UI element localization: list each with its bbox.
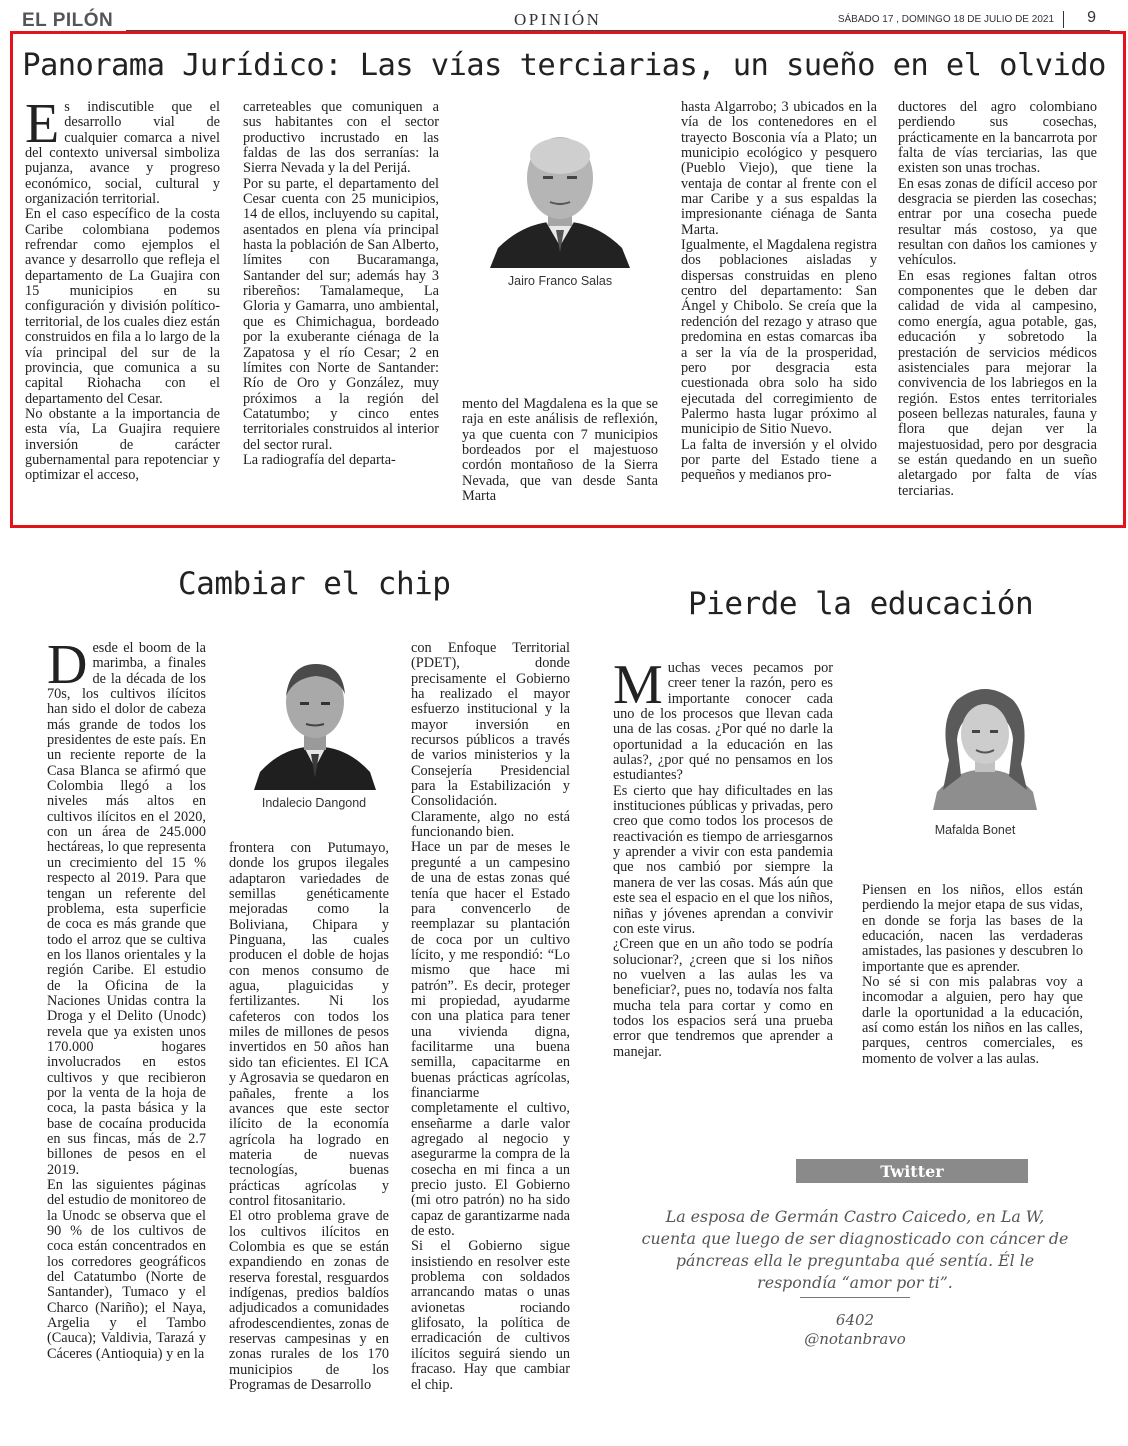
article2-paragraph: esde el boom de la marimba, a finales de la década de los 70s, los cultivos ilícitos han sido el dolor de cabeza más grande de todos los presidentes de este país. En un reciente reporte de la Casa Blanca se afirmó que Colombia llegó a los niveles más altos en cultivos ilícitos en el 2020, con un área de 245.000 hectáreas, lo que representa un crecimiento del 15 % respecto al 2019. Para que tengan un referente del problema, esta superficie de coca es más grande que todo el arroz que se cultiva en los llanos orientales y la región Caribe. El estudio de la Oficina de la Naciones Unidas contra la Droga y el Delito (Unodc) revela que ya existen unos 170.000 hogares involucrados en estos cultivos y que recibieron por la venta de la hoja de coca, la pasta básica y la base de cocaína producida en sus fincas, más de 2.7 billones de pesos en el 2019. — [47, 641, 206, 1178]
article3-column-2 — [862, 883, 1083, 1083]
article1-column-3 — [462, 397, 658, 510]
twitter-divider — [800, 1297, 910, 1298]
portrait-mafalda-bonet — [925, 680, 1045, 810]
article1-author: Jairo Franco Salas — [507, 274, 613, 288]
article2-paragraph: En las siguientes páginas del estudio de monitoreo de la Unodc se observa que el 90 % de los cultivos de coca están concentrados en los corredores geográficos del Catatumbo (Norte de Santander), Tumaco y el Charco (Nariño); el Naya, Argelia y el Tambo (Cauca); Valdivia, Tarazá y Cáceres (Antioquia) y en la — [47, 1177, 206, 1362]
article1-dropcap: E — [25, 100, 60, 155]
article1-column-1 — [25, 100, 220, 510]
twitter-quote: La esposa de Germán Castro Caicedo, en La W, cuenta que luego de ser diagnosticado con cáncer de páncreas ella le preguntaba qué sentía. Él le respondía “amor por ti”. — [641, 1207, 1069, 1292]
portrait-jairo-franco-salas — [480, 118, 640, 268]
portrait-indalecio-dangond — [250, 650, 380, 790]
article1-paragraph: hasta Algarrobo; 3 ubicados en la vía de los contenedores en el trayecto Bosconia vía a Plato; un municipio ecológico y pesquero (Pueblo Viejo), que tiene la ventaja de contar al frente con el mar Caribe y a sus espaldas la impresionante ciénaga de Santa Marta. — [681, 100, 877, 238]
article3-dropcap: M — [613, 661, 663, 716]
article2-author: Indalecio Dangond — [261, 796, 367, 810]
article1-column-2 — [243, 100, 439, 510]
page-number: 9 — [1087, 9, 1096, 26]
article3-paragraph: Piensen en los niños, ellos están perdiendo la mejor etapa de sus vidas, en donde se forja las bases de la educación, nacen las verdaderas amistades, las pasiones y descubren lo importante que es aprender. — [862, 883, 1083, 975]
article1-paragraph: Por su parte, el departamento del Cesar cuenta con 25 municipios, 14 de ellos, incluyendo su capital, asentados en plena vía principal hasta la población de San Alberto, límites con Bucaramanga, Santander del sur; además hay 3 ribereños: Tamalameque, La Gloria y Gamarra, uno ambiental, que es Chimichagua, bordeado por la exuberante ciénaga de la Zapatosa y el río Cesar; 2 en límites con Norte de Santander: Río de Oro y González, muy próximos a la región del Catatumbo; y cinco entes territoriales construidos al interior del sector rural. — [243, 175, 439, 453]
date-separator — [1063, 11, 1064, 28]
article2-paragraph: Hace un par de meses le pregunté a un campesino de una de estas zonas qué tenía que hacer el Estado para convencerlo de reemplazar su plantación de coca por un cultivo lícito, y me respondió: “Lo mismo que hace mi patrón”. Es decir, proteger mi propiedad, ayudarme con una platica para tener una vivienda digna, facilitarme una buena semilla, capacitarme en buenas prácticas agrícolas, financiarme completamente el cultivo, enseñarme a darle valor agregado al negocio y asegurarme la compra de la cosecha en mi finca a un precio justo. El Gobierno (mi otro patrón) no ha sido capaz de garantizarme nada de esto. — [411, 839, 570, 1240]
article1-title: Panorama Jurídico: Las vías terciarias, un sueño en el olvido — [22, 48, 1106, 83]
article2-column-3 — [411, 641, 570, 1421]
masthead — [22, 6, 1110, 34]
article3-paragraph: ¿Creen que en un año todo se podría solucionar?, ¿creen que si los niños no vuelven a las aulas les va beneficiar?, pues no, todavía nos falta mucha tela para cortar y como en todos los espacios será una prueba error que tendremos que aprender a manejar. — [613, 936, 833, 1060]
article1-column-5 — [898, 100, 1097, 510]
article1-paragraph: La radiografía del departa- — [243, 451, 396, 468]
article3-title: Pierde la educación — [688, 586, 1034, 622]
article1-paragraph: Igualmente, el Magdalena registra dos poblaciones aisladas y dispersas construidas en pleno centro del departamento: San Ángel y Chibolo. Se creía que la redención del rezago y atraso que predomina en estas comarcas iba a ser la vía de la prosperidad, pero por desgracia esta cuestionada obra solo ha sido ejecutada del corregimiento de Palermo hasta lugar próximo al municipio de Sitio Nuevo. — [681, 237, 877, 438]
article3-column-1 — [613, 661, 833, 1081]
article1-column-4 — [681, 100, 877, 510]
article2-paragraph: frontera con Putumayo, donde los grupos ilegales adaptaron variedades de semillas genéticamente mejoradas como la Boliviana, Chipara y Pinguana, las cuales producen el doble de hojas con menos consumo de agua, plaguicidas y fertilizantes. Ni los cafeteros con todos los miles de millones de pesos invertidos en 50 años han sido tan eficientes. El ICA y Agrosavia se quedaron en pañales, frente a los avances que este sector ilícito de la economía agrícola ha logrado en materia de nuevas tecnologías, buenas prácticas agrícolas y control fitosanitario. — [229, 841, 389, 1209]
article2-dropcap: D — [47, 641, 88, 696]
twitter-label: Twitter — [880, 1162, 944, 1181]
article1-paragraph: carreteables que comuniquen a sus habitantes con el sector productivo incrustado en las faldas de las dos serranías: la Sierra Nevada y la del Perijá. — [243, 100, 439, 177]
newspaper-logo: EL PILÓN — [22, 10, 114, 31]
twitter-count: 6402 — [835, 1311, 875, 1329]
article1-paragraph: s indiscutible que el desarrollo vial de cualquier comarca a nivel del contexto universal simboliza pujanza, avance y progreso económico, social, cultural y organización territorial. — [25, 100, 220, 208]
twitter-handle: @notanbravo — [804, 1330, 906, 1348]
issue-date: SÁBADO 17 , DOMINGO 18 DE JULIO DE 2021 — [837, 14, 1054, 25]
article1-paragraph: mento del Magdalena es la que se raja en este análisis de reflexión, ya que cuenta con 7 municipios bordeados por el majestuoso cordón montañoso de la Sierra Nevada, que van desde Santa Marta — [462, 397, 658, 505]
article2-column-1 — [47, 641, 206, 1421]
article1-paragraph: En el caso específico de la costa Caribe colombiana podemos refrendar como ejemplos el avance y desarrollo que refleja el departamento de La Guajira con 15 municipios en su configuración y división político-territorial, de los cuales diez están construidos en fila a lo largo de la vía principal del sur de la provincia, que comunica a su capital Riohacha con el departamento del Cesar. — [25, 206, 220, 407]
article2-paragraph: con Enfoque Territorial (PDET), donde precisamente el Gobierno ha realizado el mayor esfuerzo institucional y la mayor inversión en recursos públicos a través de varios ministerios y la Consejería Presidencial para la Estabilización y Consolidación. Claramente, algo no está funcionando bien. — [411, 641, 570, 841]
article1-paragraph: ductores del agro colombiano perdiendo sus cosechas, prácticamente en la bancarrota por falta de vías terciarias, las que existen son unas trochas. — [898, 100, 1097, 177]
section-name: OPINIÓN — [514, 10, 602, 29]
article3-author: Mafalda Bonet — [934, 823, 1016, 837]
article3-paragraph: No sé si con mis palabras voy a incomodar a alguien, pero hay que darle la oportunidad a la educación, así como están los niños en las calles, parques, centros comerciales, es momento de volver a las aulas. — [862, 974, 1083, 1067]
article3-paragraph: uchas veces pecamos por creer tener la razón, pero es importante conocer cada uno de los procesos que llevan cada una de las cosas. ¿Por qué no darle la oportunidad a la educación en las aulas?, ¿por qué no pensamos en los estudiantes? — [613, 661, 833, 784]
article2-title: Cambiar el chip — [178, 566, 451, 602]
article3-paragraph: Es cierto que hay dificultades en las instituciones públicas y privadas, pero creo que como todos los procesos de reactivación es tiempo de arriesgarnos y aprender a vivir con esta pandemia que nos cambió por siempre la manera de ver las cosas. Más aún que este sea el espacio en el que los niños, niñas y jóvenes aprendan a convivir con este virus. — [613, 782, 833, 937]
twitter-header — [796, 1159, 1028, 1183]
article2-paragraph: El otro problema grave de los cultivos ilícitos en Colombia es que se están expandiendo en zonas de reserva forestal, resguardos indígenas, predios baldíos adjudicados a comunidades afrodescendientes, zonas de reservas campesinas y en zonas rurales de los 170 municipios de los Programas de Desarrollo — [229, 1208, 389, 1394]
article1-paragraph: En esas regiones faltan otros componentes que le deben dar calidad de vida al campesino, como energía, agua potable, gas, educación y sobretodo la prestación de servicios médicos asistenciales para mejorar la convivencia de los labriegos en la región. Estos entes territoriales poseen bellezas naturales, fauna y flora que dejan ver la majestuosidad, pero por desgracia se están quedando en un sueño aletargado por falta de vías terciarias. — [898, 267, 1097, 499]
article1-paragraph: En esas zonas de difícil acceso por desgracia se pierden las cosechas; entrar por una cosecha puede resultar más costoso, ya que resultan con daños los camiones y vehículos. — [898, 175, 1097, 269]
article1-paragraph: No obstante a la importancia de esta vía, La Guajira requiere inversión de carácter gubernamental para repotenciar y optimizar el acceso, — [25, 405, 220, 484]
article2-column-2 — [229, 841, 389, 1421]
article2-paragraph: Si el Gobierno sigue insistiendo en resolver este problema con soldados arrancando matas o unas avionetas rociando glifosato, la política de erradicación de cultivos ilícitos seguirá siendo un fracaso. Hay que cambiar el chip. — [411, 1238, 570, 1393]
article1-paragraph: La falta de inversión y el olvido por parte del Estado tiene a pequeños y medianos pro- — [681, 436, 877, 484]
